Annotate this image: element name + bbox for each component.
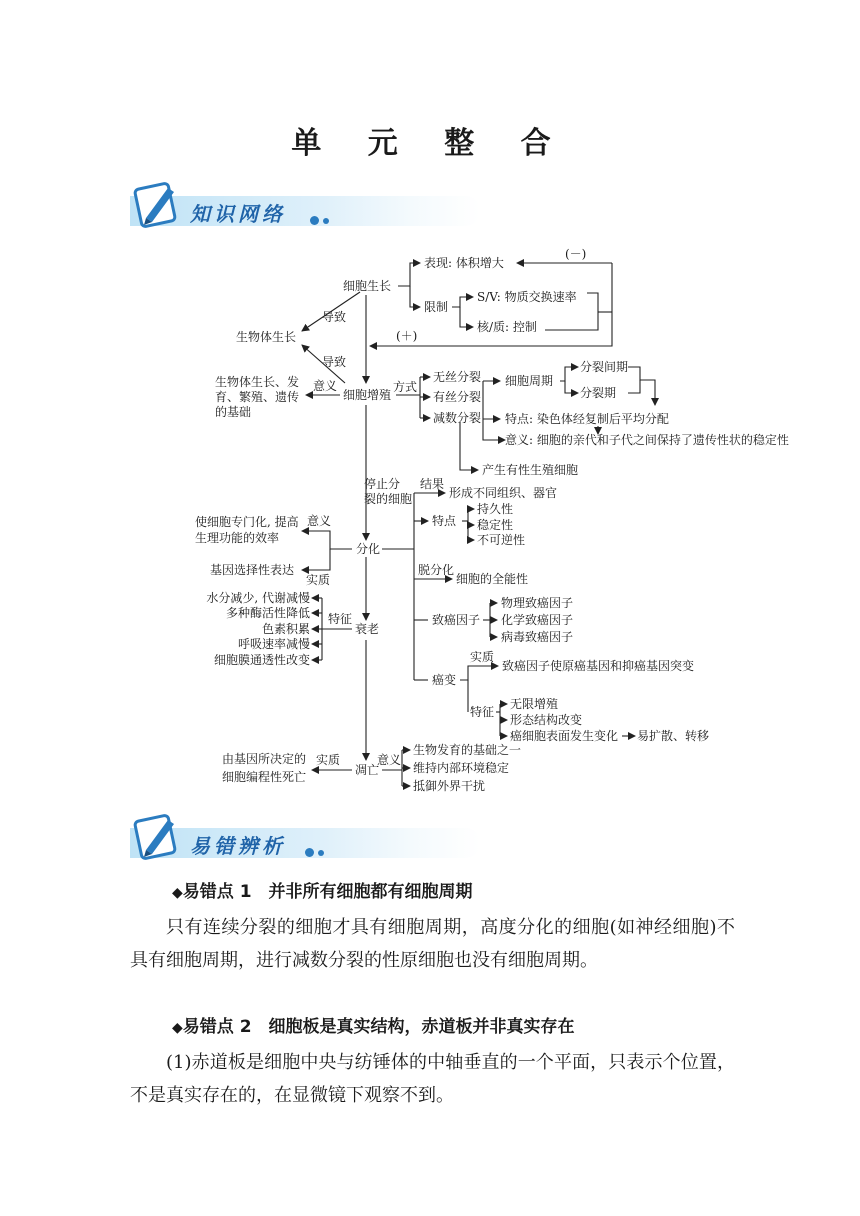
diff-meaning-2: 生理功能的效率	[195, 531, 280, 545]
apop-meaning-2: 维持内部环境稳定	[413, 761, 510, 775]
aging-feat-1: 水分减少, 代谢减慢	[206, 591, 310, 605]
label-result: 结果	[420, 477, 445, 491]
label-feat: 特征	[328, 612, 353, 626]
label-dediff: 脱分化	[418, 563, 455, 577]
label-feat2: 特征	[470, 705, 495, 719]
node-cancer: 癌变	[432, 673, 457, 687]
node-aging: 衰老	[355, 622, 380, 636]
label-essence1: 实质	[306, 573, 331, 587]
label-essence3: 实质	[316, 753, 341, 767]
meaning-text-1: 生物体生长、发	[215, 375, 300, 389]
label-minus: (－)	[565, 247, 587, 261]
node-gene-expr: 基因选择性表达	[210, 563, 295, 577]
label-trait: 特点	[432, 514, 457, 528]
label-lead1: 导致	[322, 310, 347, 324]
section-banner-errors	[130, 810, 480, 862]
carcinogen-2: 化学致癌因子	[501, 613, 574, 627]
pencil-book-icon	[132, 810, 184, 862]
node-totipotency: 细胞的全能性	[456, 572, 529, 586]
node-proliferation: 细胞增殖	[343, 388, 392, 402]
aging-feat-4: 呼吸速率减慢	[237, 637, 310, 651]
error-point-1-text: 只有连续分裂的细胞才具有细胞周期，高度分化的细胞(如神经细胞)不具有细胞周期，进行减数分裂的性原细胞也没有细胞周期。	[130, 917, 735, 971]
diamond-bullet-icon: ◆	[172, 885, 183, 901]
node-interphase: 分裂间期	[580, 360, 629, 374]
aging-feat-5: 细胞膜通透性改变	[213, 653, 310, 667]
node-feature: 特点: 染色体经复制后平均分配	[505, 412, 669, 426]
label-stop-div-1: 停止分	[364, 477, 401, 491]
node-cancer-essence: 致癌因子使原癌基因和抑癌基因突变	[502, 659, 695, 673]
node-apoptosis: 凋亡	[355, 763, 380, 777]
carcinogen-1: 物理致癌因子	[501, 596, 574, 610]
carcinogen-3: 病毒致癌因子	[501, 630, 574, 644]
banner-label: 易错辨析	[190, 834, 286, 858]
node-division-phase: 分裂期	[580, 386, 617, 400]
label-essence2: 实质	[470, 650, 495, 664]
node-growth: 细胞生长	[343, 279, 392, 293]
trait-1: 持久性	[477, 502, 514, 516]
aging-feat-3: 色素积累	[261, 622, 310, 636]
label-meaning3: 意义	[377, 753, 402, 767]
node-tissues: 形成不同组织、器官	[449, 486, 558, 500]
label-stop-div-2: 裂的细胞	[364, 492, 413, 506]
error-point-2-heading: ◆易错点 2 细胞板是真实结构，赤道板并非真实存在	[172, 1017, 575, 1037]
node-differentiation: 分化	[356, 542, 381, 556]
node-significance: 意义: 细胞的亲代和子代之间保持了遗传性状的稳定性	[505, 433, 789, 447]
diff-meaning-1: 使细胞专门化, 提高	[195, 515, 299, 529]
node-meiosis: 减数分裂	[433, 411, 482, 425]
diamond-bullet-icon: ◆	[172, 1020, 183, 1036]
node-nucleus: 核/质: 控制	[477, 320, 537, 334]
node-limit: 限制	[424, 300, 449, 314]
node-gametes: 产生有性生殖细胞	[482, 463, 579, 477]
cancer-feat-1: 无限增殖	[510, 697, 559, 711]
error-point-2-text: (1)赤道板是细胞中央与纺锤体的中轴垂直的一个平面，只表示个位置，不是真实存在的，在显微镜下观察不到。	[130, 1052, 735, 1106]
banner-label: 知识网络	[190, 202, 286, 226]
node-amitosis: 无丝分裂	[433, 370, 482, 384]
error-point-1-heading: ◆易错点 1 并非所有细胞都有细胞周期	[172, 882, 473, 902]
cancer-feat-2: 形态结构改变	[510, 713, 583, 727]
node-organism-growth: 生物体生长	[236, 330, 297, 344]
cancer-feat-3: 癌细胞表面发生变化	[510, 729, 619, 743]
label-plus: (＋)	[396, 329, 418, 343]
node-carcinogen: 致癌因子	[432, 613, 481, 627]
trait-2: 稳定性	[477, 518, 514, 532]
meaning-text-3: 的基础	[215, 405, 252, 419]
trait-3: 不可逆性	[477, 533, 526, 547]
node-spread: 易扩散、转移	[637, 729, 710, 743]
label-method: 方式	[393, 380, 418, 394]
label-diff-meaning: 意义	[307, 514, 332, 528]
label-meaning1: 意义	[313, 379, 338, 393]
apop-meaning-3: 抵御外界干扰	[413, 779, 486, 793]
meaning-text-2: 育、繁殖、遗传	[215, 390, 300, 404]
node-cell-cycle: 细胞周期	[505, 374, 554, 388]
page-title: 单 元 整 合	[291, 126, 569, 161]
apop-def-1: 由基因所决定的	[222, 752, 307, 766]
node-sv: S/V: 物质交换速率	[477, 290, 577, 304]
label-lead2: 导致	[322, 355, 347, 369]
node-mitosis: 有丝分裂	[433, 390, 482, 404]
apop-meaning-1: 生物发育的基础之一	[413, 743, 522, 757]
aging-feat-2: 多种酶活性降低	[225, 606, 310, 620]
apop-def-2: 细胞编程性死亡	[222, 770, 307, 784]
node-manifest: 表现: 体积增大	[424, 256, 504, 270]
